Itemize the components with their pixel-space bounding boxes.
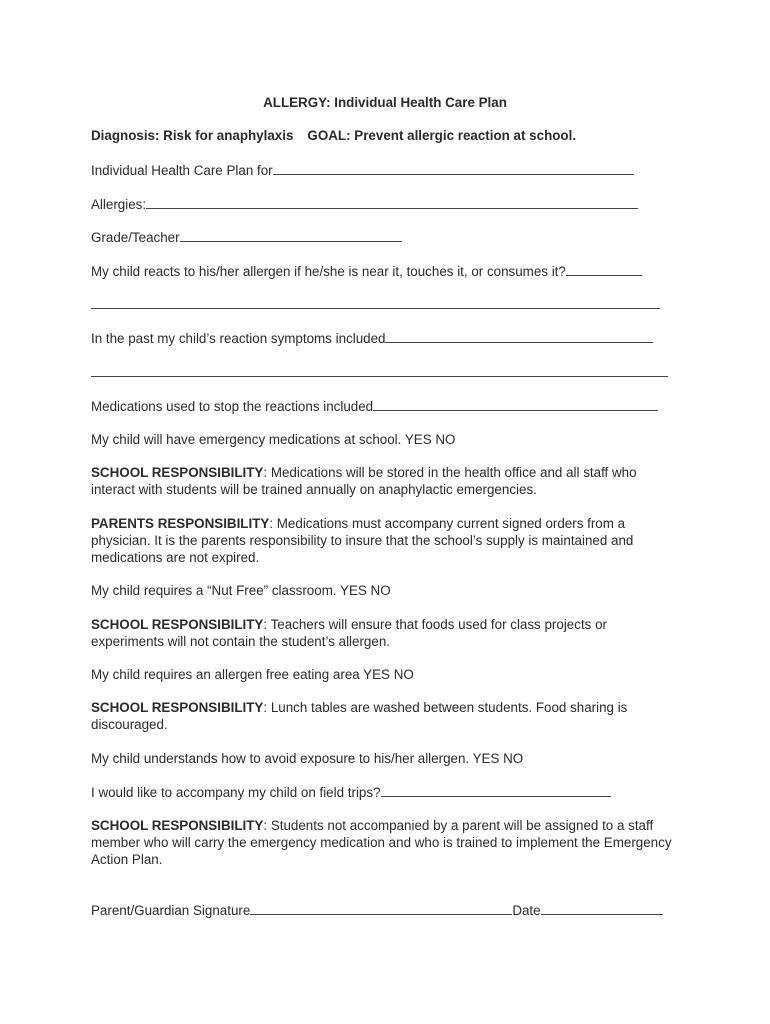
parents-responsibility: [91, 515, 681, 566]
understands-question[interactable]: My child understands how to avoid exposure to his/her allergen. YES NO: [91, 751, 524, 766]
school-responsibility-1: [91, 464, 681, 498]
school-resp-label: SCHOOL RESPONSIBILITY: [91, 700, 264, 715]
reacts-field[interactable]: [91, 262, 642, 280]
school-resp-text: : Medications will be stored in the health office and all staff who interact with students will be trained annually on anaphylactic emergencies.: [91, 465, 637, 497]
reacts-label: My child reacts to his/her allergen if he/she is near it, touches it, or consumes it?: [91, 264, 566, 279]
reacts-blank[interactable]: [566, 262, 642, 276]
signature-date-line[interactable]: [91, 901, 663, 919]
allergies-label: Allergies:: [91, 197, 147, 212]
grade-teacher-field[interactable]: [91, 228, 402, 246]
reacts-continuation-line[interactable]: [91, 308, 660, 309]
medications-used-field[interactable]: [91, 397, 658, 415]
past-symptoms-continuation-line[interactable]: [91, 376, 668, 377]
date-blank[interactable]: [541, 901, 663, 915]
school-resp-label: SCHOOL RESPONSIBILITY: [91, 465, 264, 480]
emergency-meds-question[interactable]: My child will have emergency medications at school. YES NO: [91, 432, 456, 447]
field-trips-field[interactable]: [91, 783, 611, 801]
school-resp-label: SCHOOL RESPONSIBILITY: [91, 617, 264, 632]
field-trips-blank[interactable]: [381, 783, 611, 797]
school-responsibility-2: [91, 616, 651, 650]
plan-for-field[interactable]: [91, 161, 634, 179]
school-resp-text: : Teachers will ensure that foods used for class projects or experiments will not contain the student’s allergen.: [91, 617, 607, 649]
diagnosis-goal-line: [91, 127, 576, 144]
signature-blank[interactable]: [250, 901, 512, 915]
plan-for-blank[interactable]: [273, 161, 634, 175]
plan-for-label: Individual Health Care Plan for: [91, 163, 273, 178]
signature-label: Parent/Guardian Signature: [91, 903, 251, 918]
school-resp-text: : Lunch tables are washed between students. Food sharing is discouraged.: [91, 700, 628, 732]
nut-free-question[interactable]: My child requires a “Nut Free” classroom. YES NO: [91, 583, 391, 598]
eating-area-question[interactable]: My child requires an allergen free eating area YES NO: [91, 667, 414, 682]
grade-teacher-blank[interactable]: [180, 228, 402, 242]
medications-used-label: Medications used to stop the reactions included: [91, 399, 374, 414]
past-symptoms-label: In the past my child’s reaction symptoms included: [91, 331, 386, 346]
diagnosis-text: Diagnosis: Risk for anaphylaxis: [91, 128, 294, 143]
school-resp-text: : Students not accompanied by a parent will be assigned to a staff member who will carry the emergency medication and who is trained to implement the Emergency Action Plan.: [91, 818, 672, 867]
past-symptoms-field[interactable]: [91, 329, 653, 347]
school-responsibility-4: [91, 817, 685, 868]
past-symptoms-blank[interactable]: [385, 329, 653, 343]
form-title: ALLERGY: Individual Health Care Plan: [263, 95, 507, 110]
school-responsibility-3: [91, 699, 671, 733]
field-trips-label: I would like to accompany my child on field trips?: [91, 785, 381, 800]
parents-resp-label: PARENTS RESPONSIBILITY: [91, 516, 270, 531]
school-resp-label: SCHOOL RESPONSIBILITY: [91, 818, 264, 833]
medications-used-blank[interactable]: [373, 397, 658, 411]
allergies-blank[interactable]: [146, 195, 638, 209]
goal-text: GOAL: Prevent allergic reaction at school.: [307, 128, 577, 143]
grade-teacher-label: Grade/Teacher: [91, 230, 180, 245]
parents-resp-text: : Medications must accompany current signed orders from a physician. It is the parents responsibility to insure that the school’s supply is maintained and medications are not expired.: [91, 516, 634, 565]
allergies-field[interactable]: [91, 195, 638, 213]
date-label: Date: [512, 903, 541, 918]
